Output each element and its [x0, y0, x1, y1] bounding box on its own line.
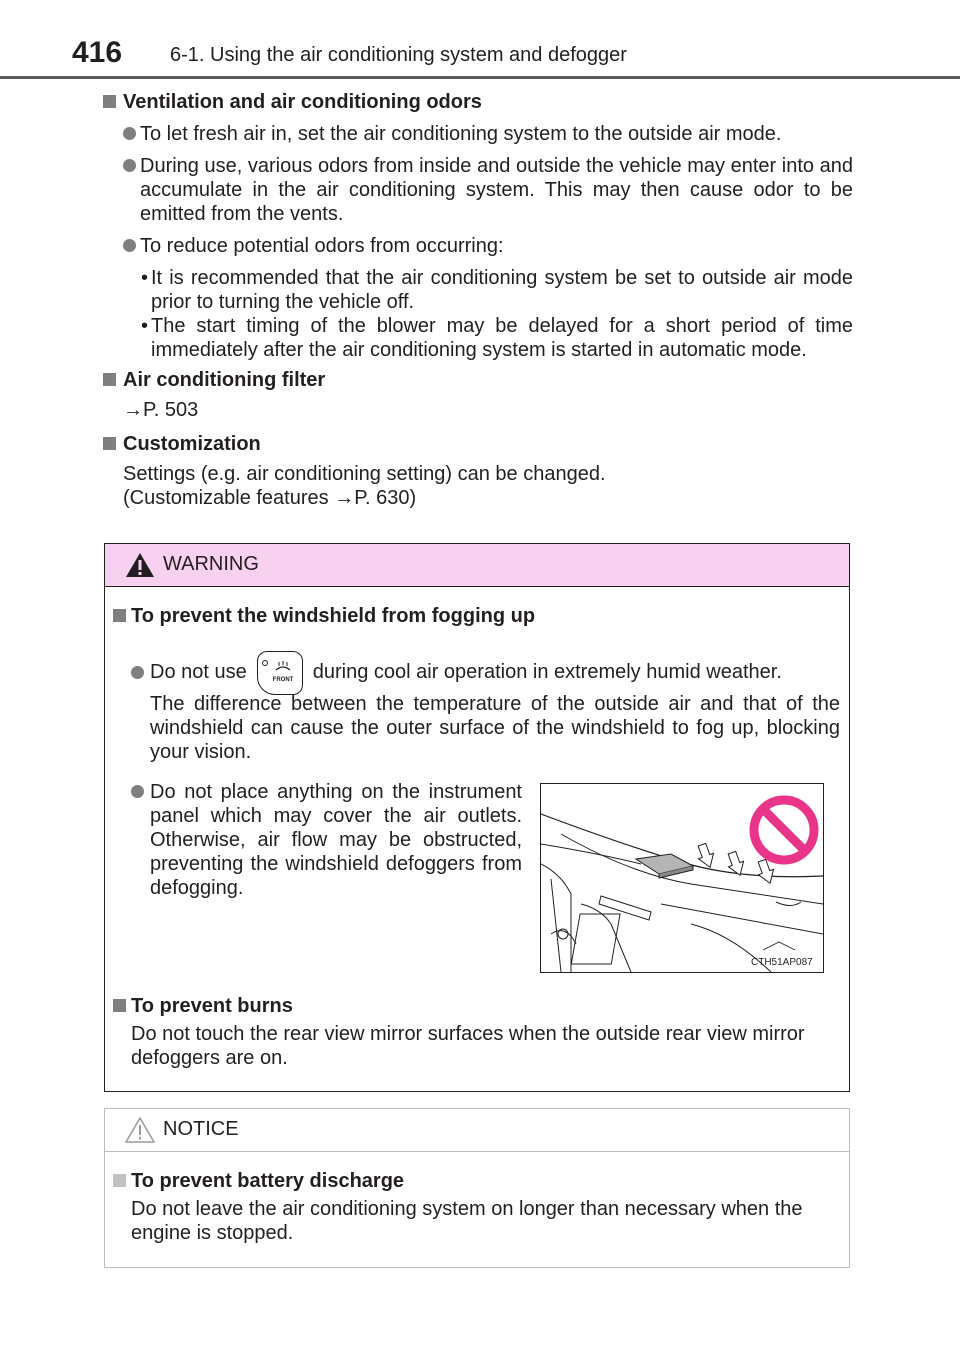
warning-triangle-icon	[125, 552, 155, 578]
notice-box	[104, 1108, 850, 1268]
dashboard-illustration	[540, 783, 824, 973]
bullet-reduce-odors: To reduce potential odors from occurring:	[103, 234, 853, 258]
customization-text: Settings (e.g. air conditioning setting) can be changed.	[123, 463, 606, 485]
round-bullet-icon	[123, 159, 136, 172]
square-bullet-icon	[113, 999, 126, 1012]
square-bullet-icon	[103, 95, 116, 108]
bullet-odors: During use, various odors from inside and outside the vehicle may enter into and accumulate in the air conditioning system. This may then cause odor to be emitted from the vents.	[103, 154, 853, 226]
heading-customization: Customization	[103, 432, 853, 456]
fog-explanation: The difference between the temperature of the outside air and that of the windshield can cause the outer surface of the windshield to fog up, blocking your vision.	[150, 693, 840, 763]
main-content	[103, 90, 853, 510]
front-defroster-button-icon	[257, 651, 303, 695]
bullet-fresh-air: To let fresh air in, set the air conditioning system to the outside air mode.	[103, 122, 853, 146]
heading-filter: Air conditioning filter	[103, 368, 853, 392]
illustration-code: CTH51AP087	[751, 957, 813, 968]
dashboard-drawing	[541, 784, 823, 972]
warning-header	[105, 544, 849, 587]
sub-item-outside-air: • It is recommended that the air conditioning system be set to outside air mode prior to turning the vehicle off.	[141, 267, 853, 313]
bullet-instrument-panel: Do not place anything on the instrument panel which may cover the air outlets. Otherwise, air flow may be obstructed, preventing the windshield defoggers from defogging.	[131, 780, 522, 900]
heading-windshield-fog: To prevent the windshield from fogging up	[113, 604, 535, 628]
front-button-label: FRONT	[272, 676, 294, 683]
heading-battery-discharge: To prevent battery discharge	[113, 1169, 404, 1193]
round-bullet-icon	[131, 666, 144, 679]
warning-label: WARNING	[163, 553, 259, 575]
square-bullet-icon	[113, 1174, 126, 1187]
burns-text: Do not touch the rear view mirror surfaces when the outside rear view mirror defoggers are on.	[131, 1023, 805, 1069]
page-number: 416	[72, 36, 123, 69]
notice-text: Do not leave the air conditioning system on longer than necessary when the engine is stopped.	[131, 1198, 803, 1244]
customization-page-link[interactable]: (Customizable features →P. 630)	[123, 487, 417, 509]
square-bullet-icon	[113, 609, 126, 622]
filter-page-link[interactable]: →P. 503	[123, 399, 199, 421]
notice-label: NOTICE	[163, 1118, 239, 1140]
bullet-do-not-use-front: Do not use FRONT during cool air operation in extremely humid weather.	[131, 648, 825, 696]
heading-ventilation: Ventilation and air conditioning odors	[103, 90, 853, 114]
header-divider	[0, 76, 960, 79]
round-bullet-icon	[123, 239, 136, 252]
notice-triangle-icon	[125, 1117, 155, 1143]
round-bullet-icon	[123, 127, 136, 140]
round-bullet-icon	[131, 785, 144, 798]
section-title: 6-1. Using the air conditioning system and defogger	[170, 44, 627, 66]
square-bullet-icon	[103, 373, 116, 386]
square-bullet-icon	[103, 437, 116, 450]
notice-header	[105, 1109, 849, 1152]
heading-burns: To prevent burns	[113, 994, 293, 1018]
page-header	[0, 0, 960, 82]
sub-item-blower-timing: • The start timing of the blower may be delayed for a short period of time immediately after the air conditioning system is started in automatic mode.	[141, 315, 853, 361]
